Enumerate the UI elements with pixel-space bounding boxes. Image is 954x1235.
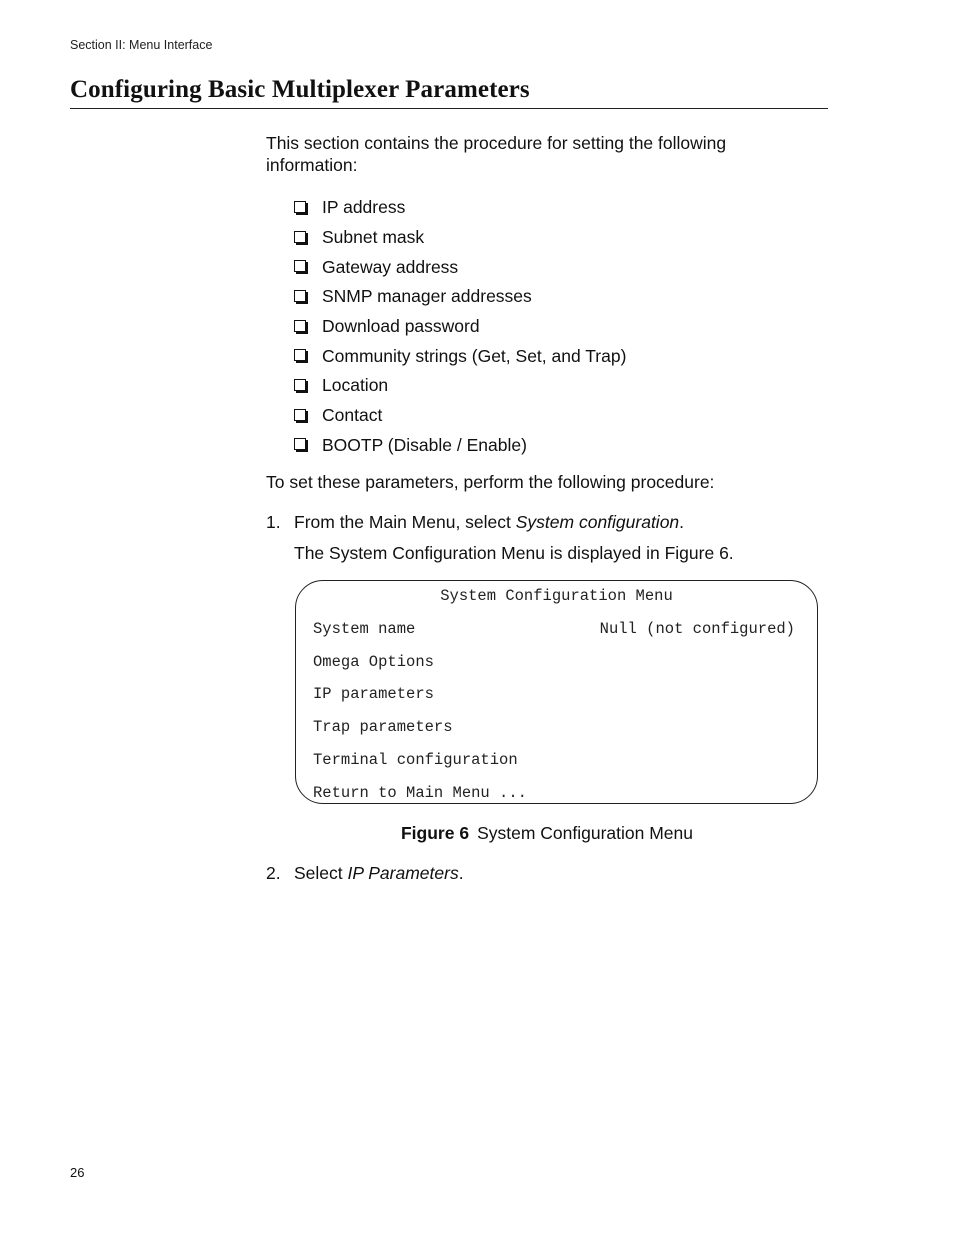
page-number: 26 (70, 1165, 85, 1180)
step-2 (266, 863, 464, 884)
checkbox-icon (294, 438, 306, 450)
menu-item-label: Omega Options (313, 653, 434, 671)
step-text: From the Main Menu, select (294, 512, 516, 532)
checklist-item-label: IP address (322, 197, 406, 218)
step-text-end: . (458, 863, 464, 883)
checklist-item-label: BOOTP (Disable / Enable) (322, 434, 527, 455)
checklist-item (294, 252, 626, 282)
menu-item-terminal-configuration (313, 751, 795, 769)
step-text-end: . (679, 512, 685, 532)
running-head: Section II: Menu Interface (70, 38, 213, 52)
menu-item-value: Null (not configured) (599, 620, 795, 638)
step-number: 2. (266, 863, 281, 883)
intro-paragraph: This section contains the procedure for setting the following information: (266, 133, 727, 175)
step-1-note: The System Configuration Menu is displayed in Figure 6. (294, 543, 734, 563)
checklist-item-label: Download password (322, 316, 480, 337)
checklist-item-label: Location (322, 375, 389, 396)
step-emphasis: System configuration (515, 512, 680, 532)
procedure-lead-in: To set these parameters, perform the following procedure: (266, 472, 715, 492)
checklist-item (294, 401, 626, 431)
menu-item-system-name (313, 620, 795, 638)
step-number: 1. (266, 512, 281, 532)
checklist-item-label: Contact (322, 405, 383, 426)
checklist-item-label: Subnet mask (322, 227, 425, 248)
menu-item-trap-parameters (313, 718, 795, 736)
checkbox-icon (294, 260, 306, 272)
checklist-item (294, 223, 626, 253)
menu-item-omega-options (313, 653, 795, 671)
figure-caption (0, 823, 954, 844)
menu-item-ip-parameters (313, 685, 795, 703)
checkbox-icon (294, 409, 306, 421)
step-text: Select (294, 863, 348, 883)
checklist-item (294, 312, 626, 342)
menu-item-label: Terminal configuration (313, 751, 518, 769)
terminal-screen (295, 580, 818, 804)
checkbox-icon (294, 201, 306, 213)
checklist-item (294, 431, 626, 461)
checklist-item (294, 282, 626, 312)
checkbox-icon (294, 290, 306, 302)
checklist-item-label: Community strings (Get, Set, and Trap) (322, 345, 627, 366)
checkbox-icon (294, 320, 306, 332)
checkbox-icon (294, 231, 306, 243)
checklist-item (294, 341, 626, 371)
step-1 (266, 512, 684, 533)
parameter-checklist (294, 193, 626, 460)
menu-item-label: IP parameters (313, 685, 434, 703)
menu-item-label: System name (313, 620, 416, 638)
checkbox-icon (294, 379, 306, 391)
checklist-item-label: SNMP manager addresses (322, 286, 532, 307)
section-title: Configuring Basic Multiplexer Parameters (70, 76, 828, 109)
menu-item-label: Trap parameters (313, 718, 453, 736)
checkbox-icon (294, 349, 306, 361)
figure-label: Figure 6 (400, 823, 470, 843)
terminal-title: System Configuration Menu (440, 587, 673, 605)
menu-item-return-main-menu (313, 784, 795, 802)
checklist-item (294, 371, 626, 401)
checklist-item-label: Gateway address (322, 256, 459, 277)
menu-item-label: Return to Main Menu ... (313, 784, 527, 802)
step-emphasis: IP Parameters (347, 863, 459, 883)
figure-caption-text: System Configuration Menu (477, 823, 694, 843)
checklist-item (294, 193, 626, 223)
